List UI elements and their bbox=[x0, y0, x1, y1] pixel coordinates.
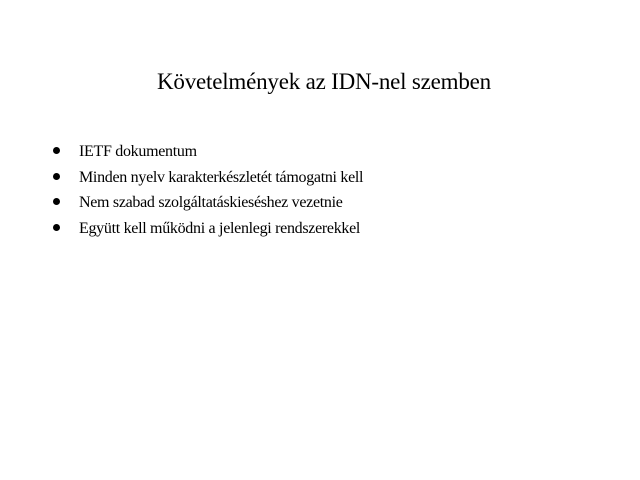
bullet-text: Együtt kell működni a jelenlegi rendszerekkel bbox=[79, 219, 361, 237]
bullet-text: Nem szabad szolgáltatáskieséshez vezetnie bbox=[79, 194, 343, 211]
bullet-icon bbox=[53, 173, 60, 180]
bullet-icon bbox=[53, 198, 60, 205]
bullet-icon bbox=[53, 224, 60, 231]
bullet-text: Minden nyelv karakterkészletét támogatni kell bbox=[79, 168, 364, 186]
bullet-icon bbox=[53, 147, 60, 154]
bullet-text: IETF dokumentum bbox=[79, 143, 197, 160]
slide-title: Követelmények az IDN-nel szemben bbox=[157, 69, 491, 94]
